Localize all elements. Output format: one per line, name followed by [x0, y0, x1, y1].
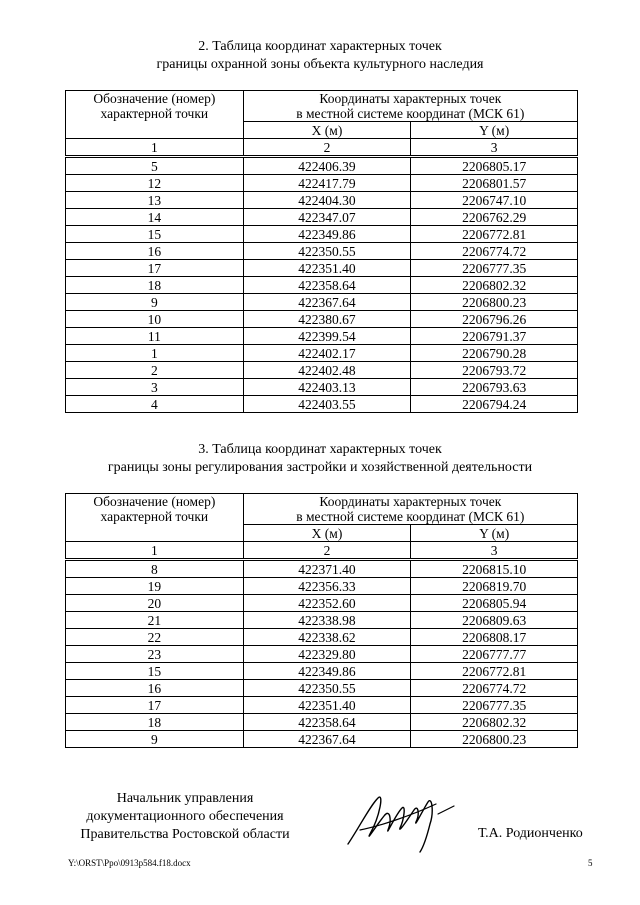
- table2-cell-x: 422403.55: [243, 396, 411, 413]
- table3-cell-x: 422349.86: [243, 663, 411, 680]
- table3-cell-point: 22: [66, 629, 244, 646]
- table2-header-coords-line2: в местной системе координат (МСК 61): [296, 106, 525, 121]
- table2-header-coords: [243, 91, 577, 122]
- table2-cell-y: 2206805.17: [411, 157, 578, 175]
- signatory-title-line3: Правительства Ростовской области: [80, 827, 290, 842]
- table2-cell-x: 422367.64: [243, 294, 411, 311]
- table2-cell-x: 422358.64: [243, 277, 411, 294]
- table3-cell-point: 8: [66, 560, 244, 578]
- table3-cell-y: 2206772.81: [411, 663, 578, 680]
- table2-cell-x: 422417.79: [243, 175, 411, 192]
- signatory-title-line1: Начальник управления: [116, 791, 254, 806]
- table3-row: [66, 680, 578, 697]
- table3-title-line2: границы зоны регулирования застройки и хозяйственной деятельности: [107, 460, 533, 475]
- table3-cell-x: 422351.40: [243, 697, 411, 714]
- table3-cell-y: 2206777.35: [411, 697, 578, 714]
- table2-cell-point: 4: [66, 396, 244, 413]
- table3-colnum-3: 3: [411, 542, 578, 560]
- table2-cell-y: 2206772.81: [411, 226, 578, 243]
- table3-heading: [0, 441, 640, 477]
- table3-row: [66, 646, 578, 663]
- table3-header-x: X (м): [243, 525, 411, 542]
- table3-cell-y: 2206802.32: [411, 714, 578, 731]
- table3-row: [66, 595, 578, 612]
- table2-cell-y: 2206791.37: [411, 328, 578, 345]
- table2-body: [66, 157, 578, 413]
- table3-cell-x: 422371.40: [243, 560, 411, 578]
- table2-header-x: X (м): [243, 122, 411, 139]
- signatory-name: Т.А. Родионченко: [478, 826, 583, 841]
- table2-cell-x: 422402.17: [243, 345, 411, 362]
- table3-cell-x: 422367.64: [243, 731, 411, 748]
- table2-cell-point: 3: [66, 379, 244, 396]
- table3-colnum-2: 2: [243, 542, 411, 560]
- table3-cell-point: 20: [66, 595, 244, 612]
- table2-cell-y: 2206747.10: [411, 192, 578, 209]
- table2-cell-point: 17: [66, 260, 244, 277]
- table3-cell-x: 422350.55: [243, 680, 411, 697]
- table3-body: [66, 560, 578, 748]
- table3-cell-x: 422338.98: [243, 612, 411, 629]
- table2-cell-x: 422404.30: [243, 192, 411, 209]
- table3-row: [66, 663, 578, 680]
- table2-cell-x: 422403.13: [243, 379, 411, 396]
- table3-row: [66, 714, 578, 731]
- table2-title-line1: 2. Таблица координат характерных точек: [198, 39, 442, 54]
- table2-row: [66, 277, 578, 294]
- table2-cell-x: 422380.67: [243, 311, 411, 328]
- table2-cell-point: 12: [66, 175, 244, 192]
- table2-cell-point: 10: [66, 311, 244, 328]
- signatory-title: [70, 790, 300, 844]
- table3-cell-y: 2206809.63: [411, 612, 578, 629]
- table3-cell-point: 17: [66, 697, 244, 714]
- table2-cell-y: 2206762.29: [411, 209, 578, 226]
- table2-cell-point: 15: [66, 226, 244, 243]
- table2-row: [66, 192, 578, 209]
- table3-title-line1: 3. Таблица координат характерных точек: [198, 442, 442, 457]
- table2-cell-x: 422402.48: [243, 362, 411, 379]
- page-number: 5: [588, 858, 593, 868]
- table3-coordinates: [65, 493, 578, 748]
- table3-cell-point: 23: [66, 646, 244, 663]
- table2-row: [66, 209, 578, 226]
- table3-cell-y: 2206815.10: [411, 560, 578, 578]
- table3-cell-point: 21: [66, 612, 244, 629]
- table3-cell-x: 422358.64: [243, 714, 411, 731]
- table2-row: [66, 260, 578, 277]
- table2-header-point-line2: характерной точки: [100, 106, 209, 121]
- table2-cell-y: 2206790.28: [411, 345, 578, 362]
- table3-header-coords-line1: Координаты характерных точек: [319, 494, 502, 509]
- table3-cell-y: 2206808.17: [411, 629, 578, 646]
- table3-cell-y: 2206800.23: [411, 731, 578, 748]
- table2-row: [66, 379, 578, 396]
- table2-cell-y: 2206800.23: [411, 294, 578, 311]
- table3-cell-y: 2206805.94: [411, 595, 578, 612]
- table2-row: [66, 243, 578, 260]
- table2-row: [66, 396, 578, 413]
- table2-cell-point: 18: [66, 277, 244, 294]
- table2-header-coords-line1: Координаты характерных точек: [319, 91, 502, 106]
- table3-row: [66, 697, 578, 714]
- table2-cell-point: 9: [66, 294, 244, 311]
- table3-row: [66, 560, 578, 578]
- table2-row: [66, 311, 578, 328]
- file-path: Y:\ORST\Ppo\0913p584.f18.docx: [68, 858, 191, 868]
- table2-colnum-1: 1: [66, 139, 244, 157]
- table3-row: [66, 578, 578, 595]
- table3-cell-x: 422329.80: [243, 646, 411, 663]
- table2-cell-point: 14: [66, 209, 244, 226]
- table2-cell-y: 2206801.57: [411, 175, 578, 192]
- table2-cell-x: 422350.55: [243, 243, 411, 260]
- table2-cell-x: 422399.54: [243, 328, 411, 345]
- table3-cell-point: 19: [66, 578, 244, 595]
- table3-cell-x: 422352.60: [243, 595, 411, 612]
- table2-row: [66, 175, 578, 192]
- table2-cell-y: 2206794.24: [411, 396, 578, 413]
- table2-cell-point: 5: [66, 157, 244, 175]
- table2-cell-y: 2206793.63: [411, 379, 578, 396]
- table2-row: [66, 345, 578, 362]
- table3-cell-x: 422356.33: [243, 578, 411, 595]
- table3-cell-point: 15: [66, 663, 244, 680]
- table2-title-line2: границы охранной зоны объекта культурного наследия: [156, 57, 484, 72]
- table2-header-point-line1: Обозначение (номер): [93, 91, 216, 106]
- table3-header-point-line2: характерной точки: [100, 509, 209, 524]
- table3-header-point-line1: Обозначение (номер): [93, 494, 216, 509]
- table2-header-y: Y (м): [411, 122, 578, 139]
- table3-cell-point: 16: [66, 680, 244, 697]
- table3-header-coords: [243, 494, 577, 525]
- table2-colnum-2: 2: [243, 139, 411, 157]
- table2-cell-x: 422347.07: [243, 209, 411, 226]
- table2-row: [66, 294, 578, 311]
- table2-cell-x: 422406.39: [243, 157, 411, 175]
- table2-row: [66, 157, 578, 175]
- table2-coordinates: [65, 90, 578, 413]
- table3-cell-y: 2206777.77: [411, 646, 578, 663]
- table2-row: [66, 328, 578, 345]
- table2-colnum-3: 3: [411, 139, 578, 157]
- table3-header-point: [66, 494, 244, 542]
- table3-header-y: Y (м): [411, 525, 578, 542]
- table2-cell-x: 422351.40: [243, 260, 411, 277]
- table2-row: [66, 226, 578, 243]
- table2-heading: [0, 38, 640, 74]
- table3-cell-point: 9: [66, 731, 244, 748]
- table3-cell-y: 2206774.72: [411, 680, 578, 697]
- table2-cell-point: 11: [66, 328, 244, 345]
- table2-row: [66, 362, 578, 379]
- table2-cell-y: 2206796.26: [411, 311, 578, 328]
- table2-cell-y: 2206774.72: [411, 243, 578, 260]
- table2-cell-point: 13: [66, 192, 244, 209]
- table2-cell-y: 2206802.32: [411, 277, 578, 294]
- table2-cell-point: 2: [66, 362, 244, 379]
- table3-row: [66, 612, 578, 629]
- table3-cell-x: 422338.62: [243, 629, 411, 646]
- table3-header-coords-line2: в местной системе координат (МСК 61): [296, 509, 525, 524]
- table2-header-point: [66, 91, 244, 139]
- table2-cell-y: 2206777.35: [411, 260, 578, 277]
- table3-cell-point: 18: [66, 714, 244, 731]
- table3-row: [66, 629, 578, 646]
- table2-cell-point: 16: [66, 243, 244, 260]
- table3-row: [66, 731, 578, 748]
- table2-cell-y: 2206793.72: [411, 362, 578, 379]
- handwritten-signature: [340, 786, 460, 856]
- table2-cell-point: 1: [66, 345, 244, 362]
- table3-cell-y: 2206819.70: [411, 578, 578, 595]
- signatory-title-line2: документационного обеспечения: [86, 809, 284, 824]
- table2-cell-x: 422349.86: [243, 226, 411, 243]
- table3-colnum-1: 1: [66, 542, 244, 560]
